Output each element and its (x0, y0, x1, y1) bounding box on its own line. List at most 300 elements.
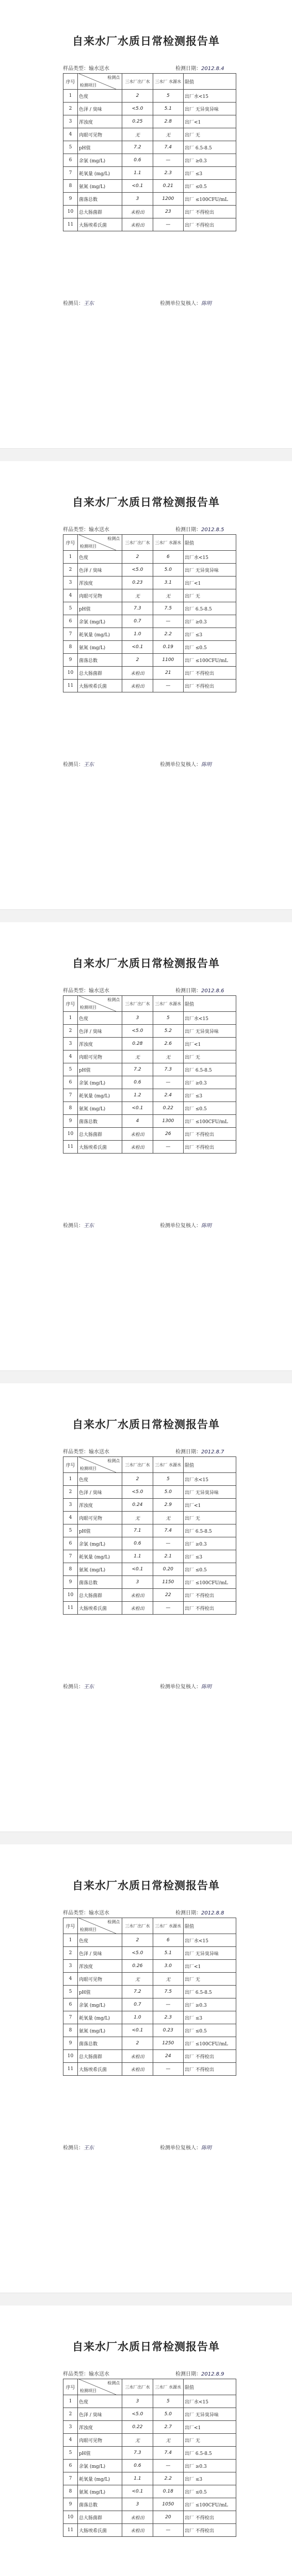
row-value-plant1: 未检出 (122, 680, 153, 692)
row-no: 6 (63, 1998, 78, 2011)
row-value-plant2: 0.21 (153, 180, 183, 193)
row-remark: 出厂 不得检出 (184, 2524, 236, 2537)
table-header-row (63, 996, 236, 1012)
table-row (63, 2447, 236, 2460)
table-row (63, 2460, 236, 2472)
row-remark: 出厂 ≤100CFU/mL (184, 654, 236, 667)
row-item: 肉眼可见物 (78, 2434, 122, 2447)
row-no: 1 (63, 1012, 78, 1025)
row-no: 5 (63, 1524, 78, 1537)
table-row (63, 1499, 236, 1512)
row-value-plant2: — (153, 2063, 183, 2076)
table-row (63, 2524, 236, 2537)
table-row (63, 1115, 236, 1128)
diagonal-header-cell (79, 1918, 121, 1934)
header-item (78, 535, 122, 551)
header-plant2: 三水厂 水源水 (153, 996, 183, 1012)
row-value-plant2: 无 (153, 589, 183, 602)
results-table (63, 534, 236, 692)
row-value-plant2: 5.0 (153, 2408, 183, 2421)
row-value-plant2: 5.1 (153, 1947, 183, 1960)
table-row (63, 206, 236, 218)
row-value-plant1: 7.3 (122, 2447, 153, 2460)
row-value-plant2: 0.20 (153, 1563, 183, 1576)
reviewer (160, 299, 212, 307)
row-value-plant2: 5.0 (153, 564, 183, 577)
row-value-plant2: — (153, 1998, 183, 2011)
table-row (63, 615, 236, 628)
inspector-signature: 王东 (84, 1223, 94, 1229)
row-item: 大肠埃希氏菌 (78, 218, 122, 231)
table-row (63, 2050, 236, 2063)
row-no: 1 (63, 2395, 78, 2408)
row-value-plant1: 0.7 (122, 615, 153, 628)
row-remark: 出厂 ≤3 (184, 1550, 236, 1563)
header-item-bottom: 检测项目 (80, 544, 96, 549)
row-remark: 出厂 6.5-8.5 (184, 1524, 236, 1537)
test-date (175, 1447, 224, 1455)
row-value-plant1: <0.1 (122, 1102, 153, 1115)
row-no: 4 (63, 589, 78, 602)
row-value-plant1: <5.0 (122, 1025, 153, 1038)
row-no: 1 (63, 1473, 78, 1486)
row-value-plant1: 未检出 (122, 1589, 153, 1602)
row-item: 余氯 (mg/L) (78, 1998, 122, 2011)
report-title: 自来水厂水质日常检测报告单 (72, 1418, 220, 1431)
row-item: 浑浊度 (78, 577, 122, 589)
row-value-plant1: 7.2 (122, 1986, 153, 1998)
report-title: 自来水厂水质日常检测报告单 (72, 957, 220, 970)
row-value-plant2: 2.6 (153, 1038, 183, 1050)
table-row (63, 1063, 236, 1076)
row-value-plant2: 无 (153, 2434, 183, 2447)
header-item-bottom: 检测项目 (80, 1466, 96, 1471)
row-value-plant1: <5.0 (122, 1947, 153, 1960)
header-plant1: 三水厂出厂水 (122, 535, 153, 551)
reviewer-signature: 陈明 (201, 2145, 212, 2151)
row-no: 10 (63, 2050, 78, 2063)
row-value-plant1: 0.22 (122, 2421, 153, 2434)
reviewer-signature: 陈明 (201, 1684, 212, 1690)
table-row (63, 1947, 236, 1960)
row-no: 1 (63, 551, 78, 564)
row-item: 色泽 / 臭味 (78, 103, 122, 115)
test-date-label: 检测日期： (175, 66, 201, 72)
row-value-plant2: 2.9 (153, 1499, 183, 1512)
row-no: 10 (63, 206, 78, 218)
row-value-plant2: 1300 (153, 1115, 183, 1128)
row-remark: 出厂 ≤100CFU/mL (184, 1576, 236, 1589)
row-value-plant2: 0.22 (153, 1102, 183, 1115)
report-title: 自来水厂水质日常检测报告单 (72, 35, 220, 47)
test-date-value: 2012.8.6 (201, 988, 224, 994)
row-item: 大肠埃希氏菌 (78, 2063, 122, 2076)
row-no: 11 (63, 218, 78, 231)
row-no: 4 (63, 128, 78, 141)
row-no: 7 (63, 167, 78, 180)
row-remark: 出厂 无 (184, 1973, 236, 1986)
row-item: 耗氧量 (mg/L) (78, 1089, 122, 1102)
inspector (63, 760, 94, 768)
inspector (63, 1221, 94, 1229)
row-item: 菌落总数 (78, 193, 122, 206)
table-row (63, 103, 236, 115)
table-row (63, 1550, 236, 1563)
row-no: 2 (63, 1947, 78, 1960)
row-value-plant2: 无 (153, 128, 183, 141)
row-value-plant1: 未检出 (122, 1128, 153, 1141)
results-table (63, 1918, 236, 2076)
row-item: 大肠埃希氏菌 (78, 680, 122, 692)
row-value-plant1: 2 (122, 2037, 153, 2050)
row-value-plant1: 2 (122, 551, 153, 564)
row-value-plant1: 0.26 (122, 1960, 153, 1973)
test-date-value: 2012.8.4 (201, 66, 224, 72)
row-item: pH值 (78, 1986, 122, 1998)
row-no: 6 (63, 1537, 78, 1550)
sample-type-label: 样品类型： (63, 988, 89, 994)
table-row (63, 1512, 236, 1524)
row-item: 色泽 / 臭味 (78, 1947, 122, 1960)
row-remark: 出厂 不得检出 (184, 1589, 236, 1602)
row-value-plant1: 未检出 (122, 2511, 153, 2524)
inspector-label: 检测员： (63, 762, 84, 768)
test-date-value: 2012.8.8 (201, 1910, 224, 1916)
row-item: pH值 (78, 1063, 122, 1076)
diagonal-header-cell (79, 996, 121, 1011)
row-remark: 出厂 不得检出 (184, 1128, 236, 1141)
table-row (63, 1025, 236, 1038)
row-item: 色泽 / 臭味 (78, 2408, 122, 2421)
report-title: 自来水厂水质日常检测报告单 (72, 1879, 220, 1892)
row-item: 菌落总数 (78, 1115, 122, 1128)
row-value-plant1: 0.25 (122, 115, 153, 128)
row-value-plant1: 无 (122, 589, 153, 602)
test-date-value: 2012.8.5 (201, 527, 224, 533)
row-remark: 出厂<1 (184, 115, 236, 128)
header-item (78, 996, 122, 1012)
row-value-plant1: 未检出 (122, 1602, 153, 1615)
row-no: 4 (63, 1050, 78, 1063)
row-value-plant2: 2.4 (153, 1089, 183, 1102)
table-row (63, 2037, 236, 2050)
row-remark: 出厂 不得检出 (184, 680, 236, 692)
header-plant2: 三水厂 水源水 (153, 2379, 183, 2395)
row-value-plant2: 5 (153, 90, 183, 103)
row-item: 大肠埃希氏菌 (78, 1602, 122, 1615)
row-value-plant2: 无 (153, 1050, 183, 1063)
row-item: 色度 (78, 2395, 122, 2408)
table-row (63, 680, 236, 692)
row-item: 色度 (78, 551, 122, 564)
row-no: 9 (63, 193, 78, 206)
reviewer-signature: 陈明 (201, 301, 212, 307)
row-remark: 出厂 ≥0.3 (184, 2460, 236, 2472)
sample-type-value: 输水送水 (89, 66, 109, 72)
row-no: 9 (63, 654, 78, 667)
diagonal-header-cell (79, 1457, 121, 1472)
row-item: 余氯 (mg/L) (78, 154, 122, 167)
row-remark: 出厂 6.5-8.5 (184, 1986, 236, 1998)
test-date (175, 2369, 224, 2377)
sample-type-label: 样品类型： (63, 1910, 89, 1916)
row-remark: 出厂 不得检出 (184, 2050, 236, 2063)
row-remark: 出厂 ≤0.5 (184, 180, 236, 193)
row-value-plant1: <0.1 (122, 180, 153, 193)
row-value-plant1: 0.6 (122, 1076, 153, 1089)
inspector (63, 2143, 94, 2151)
row-remark: 出厂 ≥0.3 (184, 1537, 236, 1550)
row-remark: 出厂 不得检出 (184, 2063, 236, 2076)
header-remark: 限值 (184, 1457, 236, 1473)
row-item: 氨氮 (mg/L) (78, 641, 122, 654)
header-no: 序号 (63, 996, 78, 1012)
row-value-plant2: — (153, 154, 183, 167)
row-item: 大肠埃希氏菌 (78, 2524, 122, 2537)
table-row (63, 167, 236, 180)
row-value-plant2: 5.1 (153, 103, 183, 115)
header-item (78, 1918, 122, 1934)
table-row (63, 1563, 236, 1576)
row-item: 浑浊度 (78, 1960, 122, 1973)
row-remark: 出厂 无异臭异味 (184, 1486, 236, 1499)
row-value-plant1: 未检出 (122, 218, 153, 231)
row-remark: 出厂 ≤0.5 (184, 2485, 236, 2498)
row-value-plant1: 2 (122, 90, 153, 103)
row-value-plant2: 26 (153, 1128, 183, 1141)
report-title: 自来水厂水质日常检测报告单 (72, 2340, 220, 2353)
table-row (63, 1602, 236, 1615)
row-no: 3 (63, 1499, 78, 1512)
row-value-plant2: 7.5 (153, 1986, 183, 1998)
row-value-plant2: 6 (153, 551, 183, 564)
row-remark: 出厂 ≤3 (184, 1089, 236, 1102)
row-remark: 出厂 ≥0.3 (184, 154, 236, 167)
row-remark: 出厂 ≤3 (184, 628, 236, 641)
row-value-plant1: 0.6 (122, 154, 153, 167)
row-item: 菌落总数 (78, 2498, 122, 2511)
row-value-plant1: 3 (122, 2395, 153, 2408)
row-value-plant2: 6 (153, 1934, 183, 1947)
header-remark: 限值 (184, 535, 236, 551)
row-value-plant2: 无 (153, 1512, 183, 1524)
row-remark: 出厂 ≥0.3 (184, 1998, 236, 2011)
row-value-plant2: 0.23 (153, 2024, 183, 2037)
row-no: 7 (63, 2011, 78, 2024)
header-remark: 限值 (184, 74, 236, 90)
row-value-plant2: 0.19 (153, 641, 183, 654)
row-value-plant1: 3 (122, 2498, 153, 2511)
row-remark: 出厂 无异臭异味 (184, 564, 236, 577)
row-value-plant2: 7.4 (153, 1524, 183, 1537)
table-row (63, 564, 236, 577)
row-value-plant1: 无 (122, 1050, 153, 1063)
row-value-plant2: 1050 (153, 2498, 183, 2511)
header-no: 序号 (63, 1457, 78, 1473)
row-item: pH值 (78, 602, 122, 615)
row-item: 肉眼可见物 (78, 128, 122, 141)
row-item: 总大肠菌群 (78, 2511, 122, 2524)
row-value-plant1: 0.23 (122, 577, 153, 589)
header-plant2: 三水厂 水源水 (153, 74, 183, 90)
row-value-plant1: 1.1 (122, 167, 153, 180)
table-row (63, 1998, 236, 2011)
row-item: 色泽 / 臭味 (78, 1486, 122, 1499)
header-plant2: 三水厂 水源水 (153, 1457, 183, 1473)
row-item: 氨氮 (mg/L) (78, 1102, 122, 1115)
table-row (63, 628, 236, 641)
row-value-plant1: 未检出 (122, 1141, 153, 1154)
row-value-plant1: 未检出 (122, 667, 153, 680)
row-value-plant1: 7.2 (122, 141, 153, 154)
row-value-plant2: 3.0 (153, 1960, 183, 1973)
header-item-top: 检测点 (107, 1920, 120, 1924)
row-remark: 出厂 不得检出 (184, 206, 236, 218)
row-value-plant1: <5.0 (122, 2408, 153, 2421)
table-row (63, 1986, 236, 1998)
row-item: pH值 (78, 1524, 122, 1537)
header-item-bottom: 检测项目 (80, 2388, 96, 2393)
row-remark: 出厂水<15 (184, 1012, 236, 1025)
test-date (175, 986, 224, 994)
sample-type-value: 输水送水 (89, 1449, 109, 1455)
row-item: 色泽 / 臭味 (78, 1025, 122, 1038)
row-value-plant1: 0.24 (122, 1499, 153, 1512)
sample-type-label: 样品类型： (63, 527, 89, 533)
row-no: 8 (63, 641, 78, 654)
row-value-plant1: <5.0 (122, 564, 153, 577)
row-no: 1 (63, 1934, 78, 1947)
row-no: 7 (63, 2472, 78, 2485)
row-value-plant2: 1250 (153, 2037, 183, 2050)
table-header-row (63, 535, 236, 551)
table-row (63, 115, 236, 128)
row-value-plant2: 2.3 (153, 167, 183, 180)
row-value-plant2: 7.4 (153, 141, 183, 154)
row-no: 2 (63, 103, 78, 115)
row-value-plant1: <0.1 (122, 1563, 153, 1576)
inspector-label: 检测员： (63, 1684, 84, 1690)
sample-type (63, 64, 109, 72)
row-value-plant1: <5.0 (122, 103, 153, 115)
row-value-plant1: 未检出 (122, 206, 153, 218)
test-date-label: 检测日期： (175, 1449, 201, 1455)
row-no: 6 (63, 1076, 78, 1089)
header-item-top: 检测点 (107, 1459, 120, 1463)
row-remark: 出厂 不得检出 (184, 1602, 236, 1615)
row-item: 总大肠菌群 (78, 206, 122, 218)
row-value-plant2: — (153, 218, 183, 231)
reviewer (160, 1221, 212, 1229)
row-remark: 出厂 ≤100CFU/mL (184, 2498, 236, 2511)
table-row (63, 1050, 236, 1063)
test-date-value: 2012.8.7 (201, 1449, 224, 1455)
header-remark: 限值 (184, 2379, 236, 2395)
row-no: 3 (63, 2421, 78, 2434)
table-row (63, 2472, 236, 2485)
row-value-plant1: <0.1 (122, 2485, 153, 2498)
row-no: 4 (63, 1973, 78, 1986)
row-no: 9 (63, 2037, 78, 2050)
row-remark: 出厂 ≤100CFU/mL (184, 2037, 236, 2050)
header-remark: 限值 (184, 1918, 236, 1934)
row-no: 2 (63, 1025, 78, 1038)
row-item: 浑浊度 (78, 115, 122, 128)
row-no: 10 (63, 667, 78, 680)
row-value-plant2: 23 (153, 206, 183, 218)
sample-type (63, 2369, 109, 2377)
row-value-plant1: 2 (122, 1473, 153, 1486)
test-date-label: 检测日期： (175, 988, 201, 994)
results-table (63, 995, 236, 1154)
test-date-label: 检测日期： (175, 1910, 201, 1916)
sample-type-value: 输水送水 (89, 1910, 109, 1916)
row-no: 2 (63, 1486, 78, 1499)
inspector-signature: 王东 (84, 1684, 94, 1690)
row-remark: 出厂 不得检出 (184, 1141, 236, 1154)
inspector (63, 299, 94, 307)
row-remark: 出厂 ≤100CFU/mL (184, 1115, 236, 1128)
row-item: 色度 (78, 1934, 122, 1947)
report-page (0, 1844, 292, 2293)
table-row (63, 641, 236, 654)
row-value-plant2: 5 (153, 1012, 183, 1025)
row-item: 色泽 / 臭味 (78, 564, 122, 577)
report-page (0, 0, 292, 449)
row-no: 10 (63, 1128, 78, 1141)
row-remark: 出厂水<15 (184, 1934, 236, 1947)
report-page (0, 2306, 292, 2576)
row-item: 氨氮 (mg/L) (78, 2485, 122, 2498)
row-value-plant1: 1.1 (122, 2472, 153, 2485)
diagonal-header-cell (79, 535, 121, 550)
row-no: 3 (63, 577, 78, 589)
row-item: pH值 (78, 141, 122, 154)
table-row (63, 1473, 236, 1486)
test-date (175, 1908, 224, 1916)
row-no: 3 (63, 1038, 78, 1050)
row-value-plant2: 21 (153, 667, 183, 680)
row-remark: 出厂 不得检出 (184, 218, 236, 231)
row-value-plant2: — (153, 1537, 183, 1550)
row-item: 耗氧量 (mg/L) (78, 1550, 122, 1563)
row-remark: 出厂 ≤3 (184, 167, 236, 180)
table-row (63, 1012, 236, 1025)
table-row (63, 2434, 236, 2447)
row-remark: 出厂<1 (184, 1499, 236, 1512)
row-value-plant1: 1.0 (122, 2011, 153, 2024)
table-row (63, 1576, 236, 1589)
header-item-top: 检测点 (107, 75, 120, 80)
row-remark: 出厂<1 (184, 2421, 236, 2434)
header-plant1: 三水厂出厂水 (122, 996, 153, 1012)
row-value-plant1: 7.1 (122, 1524, 153, 1537)
row-remark: 出厂水<15 (184, 1473, 236, 1486)
table-row (63, 2498, 236, 2511)
header-item-top: 检测点 (107, 536, 120, 541)
row-no: 2 (63, 564, 78, 577)
row-no: 3 (63, 115, 78, 128)
row-item: 氨氮 (mg/L) (78, 1563, 122, 1576)
row-no: 11 (63, 1141, 78, 1154)
test-date (175, 64, 224, 72)
row-no: 6 (63, 615, 78, 628)
sample-type (63, 986, 109, 994)
row-no: 10 (63, 2511, 78, 2524)
table-row (63, 2395, 236, 2408)
row-value-plant2: 20 (153, 2511, 183, 2524)
row-value-plant2: — (153, 680, 183, 692)
